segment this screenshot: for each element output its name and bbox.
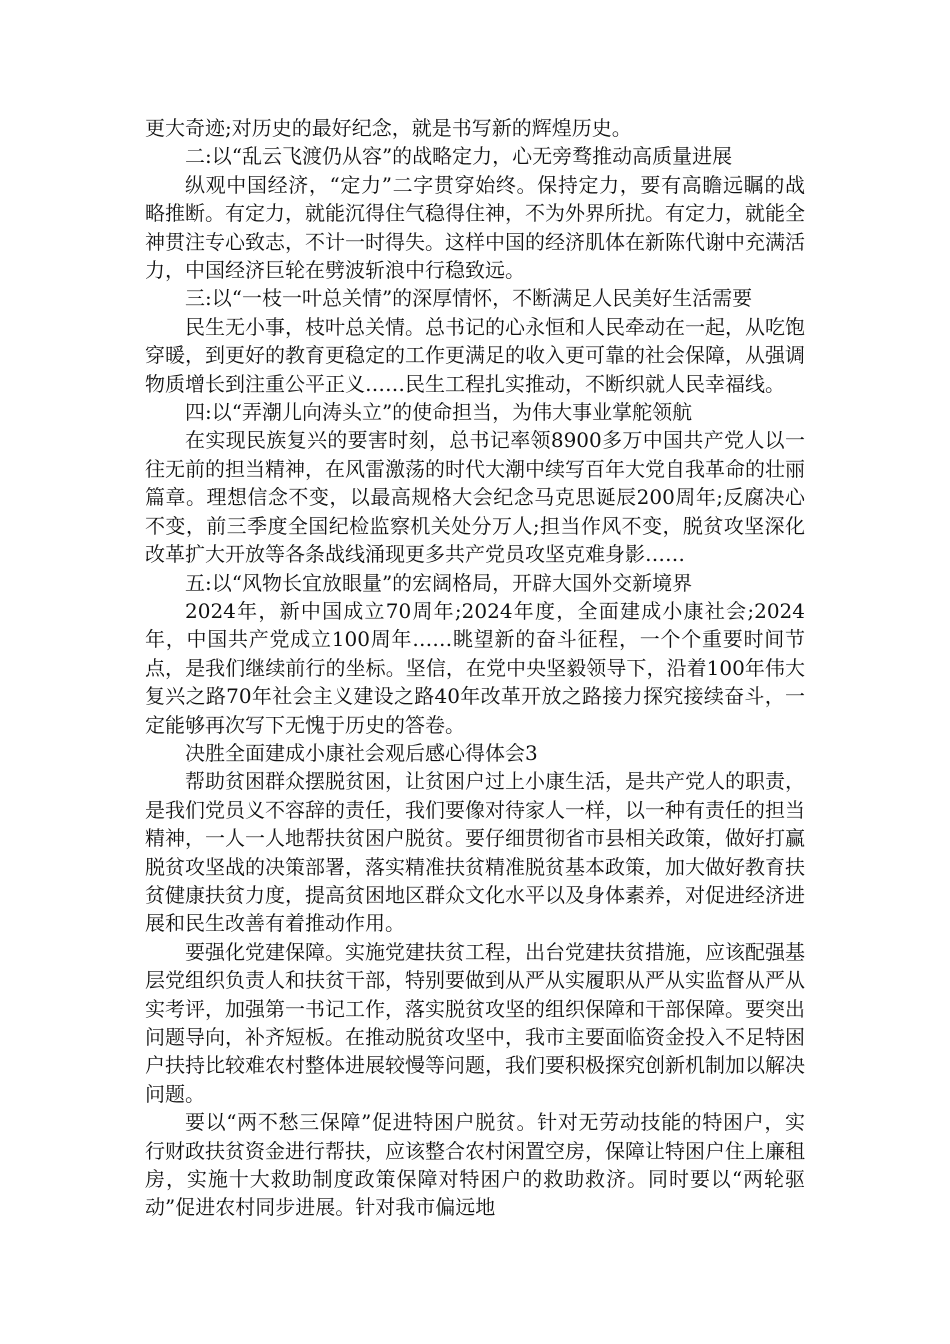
paragraph: 帮助贫困群众摆脱贫困，让贫困户过上小康生活，是共产党人的职责，是我们党员义不容辞的责任，我们要像对待家人一样，以一种有责任的担当精神，一人一人地帮扶贫困户脱贫。要仔细贯彻省市县相关政策，做好打赢脱贫攻坚战的决策部署，落实精准扶贫精准脱贫基本政策，加大做好教育扶贫健康扶贫力度，提高贫困地区群众文化水平以及身体素养，对促进经济进展和民生改善有着推动作用。 <box>145 769 805 936</box>
paragraph-continuation: 更大奇迹;对历史的最好纪念，就是书写新的辉煌历史。 <box>145 116 632 140</box>
section-heading-5: 五:以“风物长宜放眼量”的宏阔格局，开辟大国外交新境界 <box>185 570 693 595</box>
paragraph: 要以“两不愁三保障”促进特困户脱贫。针对无劳动技能的特困户，实行财政扶贫资金进行帮扶，应该整合农村闲置空房，保障让特困户住上廉租房，实施十大救助制度政策保障对特困户的救助救济。同时要以“两轮驱动”促进农村同步进展。针对我市偏远地 <box>145 1110 805 1220</box>
paragraph: 民生无小事，枝叶总关情。总书记的心永恒和人民牵动在一起，从吃饱穿暖，到更好的教育更稳定的工作更满足的收入更可靠的社会保障，从强调物质增长到注重公平正义……民生工程扎实推动，不断织就人民幸福线。 <box>145 314 805 396</box>
paragraph: 在实现民族复兴的要害时刻，总书记率领8900多万中国共产党人以一往无前的担当精神，在风雷激荡的时代大潮中续写百年大党自我革命的壮丽篇章。理想信念不变，以最高规格大会纪念马克思诞辰200周年;反腐决心不变，前三季度全国纪检监察机关处分万人;担当作风不变，脱贫攻坚深化改革扩大开放等各条战线涌现更多共产党员攻坚克难身影…… <box>145 428 805 567</box>
section-heading-2: 二:以“乱云飞渡仍从容”的战略定力，心无旁骛推动高质量进展 <box>185 144 733 169</box>
paragraph: 纵观中国经济，“定力”二字贯穿始终。保持定力，要有高瞻远瞩的战略推断。有定力，就能沉得住气稳得住神，不为外界所扰。有定力，就能全神贯注专心致志，不计一时得失。这样中国的经济肌体在新陈代谢中充满活力，中国经济巨轮在劈波斩浪中行稳致远。 <box>145 172 805 283</box>
section-heading-3: 三:以“一枝一叶总关情”的深厚情怀，不断满足人民美好生活需要 <box>185 286 753 311</box>
document-body <box>145 114 805 1222</box>
paragraph: 2024年，新中国成立70周年;2024年度，全面建成小康社会;2024年，中国共产党成立100周年……眺望新的奋斗征程，一个个重要时间节点，是我们继续前行的坐标。坚信，在党中央坚毅领导下，沿着100年伟大复兴之路70年社会主义建设之路40年改革开放之路接力探究接续奋斗，一定能够再次写下无愧于历史的答卷。 <box>145 598 805 737</box>
paragraph: 要强化党建保障。实施党建扶贫工程，出台党建扶贫措施，应该配强基层党组织负责人和扶贫干部，特别要做到从严从实履职从严从实监督从严从实考评，加强第一书记工作，落实脱贫攻坚的组织保障和干部保障。要突出问题导向，补齐短板。在推动脱贫攻坚中，我市主要面临资金投入不足特困户扶持比较难农村整体进展较慢等问题，我们要积极探究创新机制加以解决问题。 <box>145 939 805 1106</box>
section-heading-4: 四:以“弄潮儿向涛头立”的使命担当，为伟大事业掌舵领航 <box>185 400 693 425</box>
article-title: 决胜全面建成小康社会观后感心得体会3 <box>185 740 538 765</box>
